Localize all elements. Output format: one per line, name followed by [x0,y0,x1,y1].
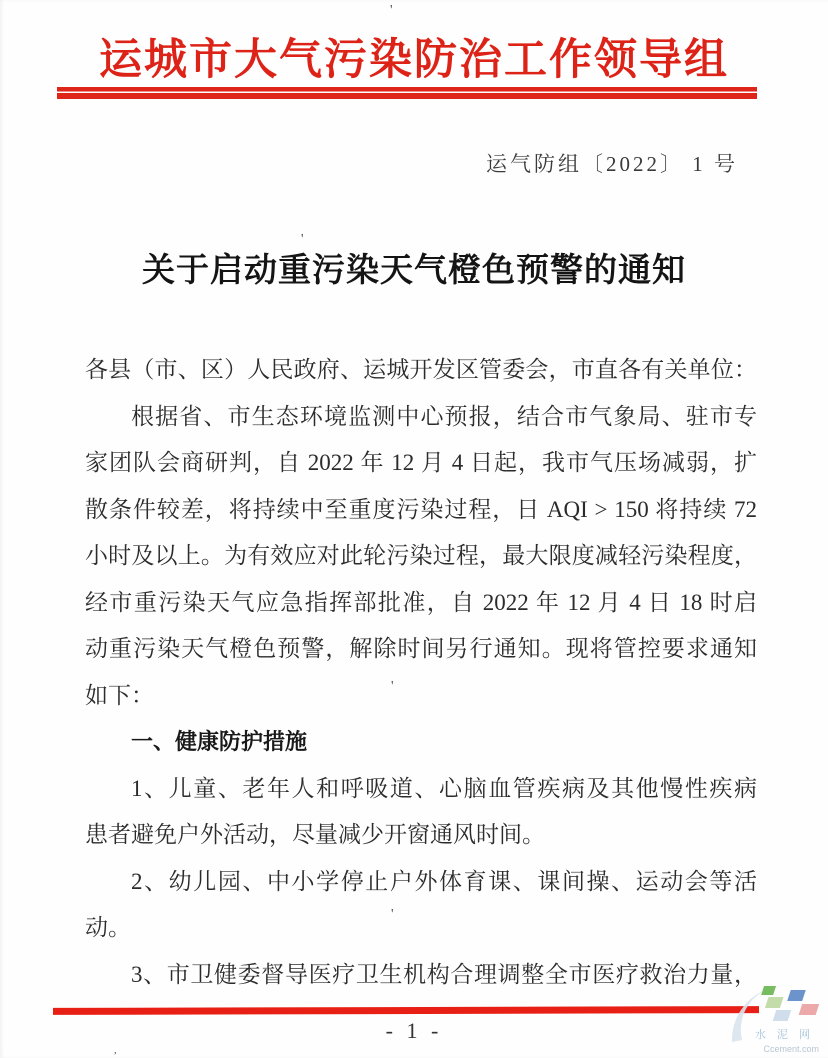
scan-artifact: ' [391,907,394,922]
watermark-label: 水 泥 网 [754,1029,814,1041]
letterhead-rule [57,87,757,99]
page-number: - 1 - [385,1018,443,1043]
body-line: 各县（市、区）人民政府、运城开发区管委会，市直各有关单位： [85,357,757,382]
body-line: 患者避免户外活动，尽量减少开窗通风时间。 [85,822,545,847]
body-line: 3、市卫健委督导医疗卫生机构合理调整全市医疗救治力量， [131,961,757,987]
body-line: 动重污染天气橙色预警，解除时间另行通知。现将管控要求通知 [85,636,757,661]
body-line: 动。 [85,915,131,940]
watermark [728,980,828,1058]
document-title: 关于启动重污染天气橙色预警的通知 [142,253,686,289]
body-line: 家团队会商研判，自 2022 年 12 月 4 日起，我市气压场减弱，扩 [85,450,757,475]
body-line: 根据省、市生态环境监测中心预报，结合市气象局、驻市专 [131,403,757,429]
body-line: 经市重污染天气应急指挥部批准，自 2022 年 12 月 4 日 18 时启 [85,589,757,615]
body-line: 散条件较差，将持续中至重度污染过程，日 AQI > 150 将持续 72 [85,496,757,522]
scan-artifact: , [114,1045,117,1056]
scan-artifact: ' [391,679,394,694]
body-line: 2、幼儿园、中小学停止户外体育课、课间操、运动会等活 [131,868,757,894]
footer-rule [53,1006,759,1015]
body-line: 一、健康防护措施 [131,729,308,754]
letterhead-org-name: 运城市大气污染防治工作领导组 [99,37,729,84]
scan-artifact: ' [301,232,304,247]
scan-artifact: ' [390,3,393,18]
body-line: 1、儿童、老年人和呼吸道、心脑血管疾病及其他慢性疾病 [131,775,757,801]
watermark-domain: Ccement.com [763,1044,819,1054]
document-body [85,347,757,998]
document-number: 运气防组〔2022〕 1 号 [486,152,738,176]
body-line: 小时及以上。为有效应对此轮污染过程，最大限度减轻污染程度， [85,543,757,568]
body-line: 如下： [85,682,154,708]
